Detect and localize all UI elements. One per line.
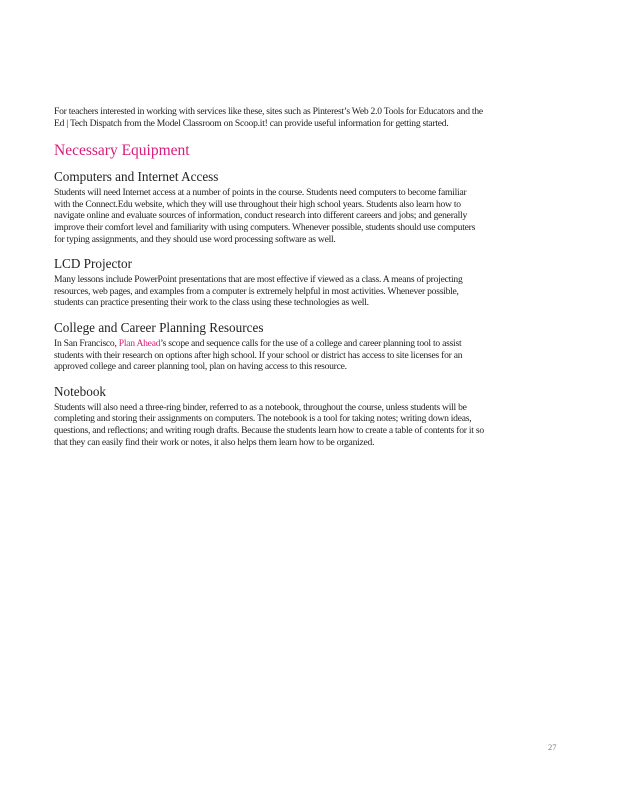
page-number: 27 xyxy=(548,742,557,752)
subheading-notebook: Notebook xyxy=(54,383,107,399)
paragraph-college-career xyxy=(54,338,484,373)
section-notebook xyxy=(54,384,484,448)
page-content xyxy=(54,106,484,459)
heading-wrap xyxy=(54,142,484,160)
paragraph-notebook: Students will also need a three-ring binder, referred to as a notebook, throughout the course, unless students will be completing and storing their assignments on computers. The notebook is a tool for taking notes; writing down ideas, questions, and reflections; and writing rough drafts. Because the students learn how to create a table of contents for it so that they can easily find their work or notes, it also helps them learn how to be organized. xyxy=(54,401,484,448)
section-lcd-projector xyxy=(54,256,484,309)
subheading-computers: Computers and Internet Access xyxy=(54,169,219,185)
subheading-lcd-projector: LCD Projector xyxy=(54,256,133,272)
section-heading-necessary-equipment: Necessary Equipment xyxy=(54,142,190,160)
plan-ahead-link[interactable]: Plan Ahead xyxy=(118,337,161,349)
paragraph-college-career-post: ’s scope and sequence calls for the use of a college and career planning tool to assist students with their research on options after high school. If your school or district has access to site licenses for an approved college and career planning tool, plan on having access to this resource. xyxy=(54,337,463,373)
paragraph-computers: Students will need Internet access at a number of points in the course. Students need computers to become familiar with the Connect.Edu website, which they will use throughout their high school years. Students also learn how to navigate online and evaluate sources of information, conduct research into different careers and jobs; and generally improve their comfort level and familiarity with using computers. Whenever possible, students should use computers for typing assignments, and they should use word processing software as well. xyxy=(54,187,476,245)
subheading-college-career: College and Career Planning Resources xyxy=(54,319,264,335)
section-college-career xyxy=(54,320,484,373)
intro-paragraph: For teachers interested in working with services like these, sites such as Pinterest’s Web 2.0 Tools for Educators and the Ed | Tech Dispatch from the Model Classroom on Scoop.it! can provide useful information for getting started. xyxy=(54,106,483,129)
paragraph-lcd-projector: Many lessons include PowerPoint presentations that are most effective if viewed as a class. A means of projecting resources, web pages, and examples from a computer is extremely helpful in most activities. Whenever possible, students can practice presenting their work to the class using these technologies as well. xyxy=(54,274,463,309)
section-computers xyxy=(54,169,484,245)
paragraph-college-career-pre: In San Francisco, xyxy=(54,337,119,349)
